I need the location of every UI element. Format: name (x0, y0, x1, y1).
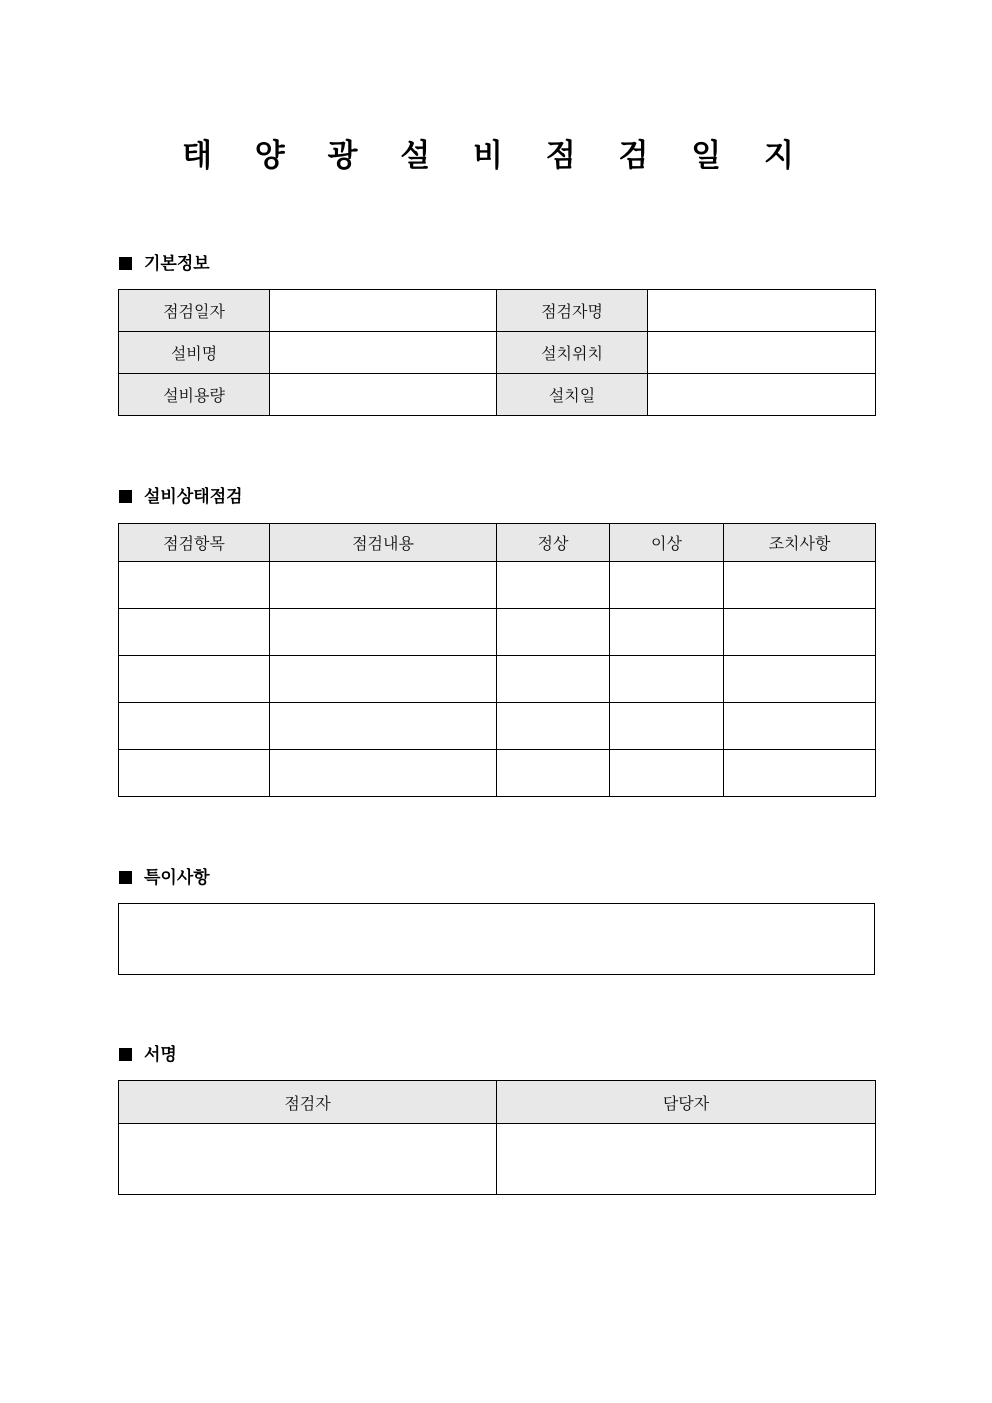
table-row (119, 290, 876, 332)
field-label: 설치위치 (497, 332, 648, 374)
install-location-field[interactable] (648, 332, 876, 374)
square-bullet-icon (119, 257, 132, 270)
inspection-date-field[interactable] (270, 290, 497, 332)
field-label: 점검일자 (119, 290, 270, 332)
table-cell[interactable] (497, 656, 610, 703)
field-label: 설비용량 (119, 374, 270, 416)
section-heading-label: 서명 (144, 1045, 177, 1065)
table-cell[interactable] (610, 609, 724, 656)
table-cell[interactable] (610, 703, 724, 750)
section-heading-status-check (119, 485, 243, 509)
table-cell[interactable] (724, 562, 876, 609)
column-header: 정상 (497, 524, 610, 562)
table-cell[interactable] (119, 562, 270, 609)
table-cell[interactable] (497, 750, 610, 797)
table-cell[interactable] (119, 703, 270, 750)
table-cell[interactable] (497, 562, 610, 609)
table-cell[interactable] (119, 750, 270, 797)
square-bullet-icon (119, 490, 132, 503)
inspector-name-field[interactable] (648, 290, 876, 332)
table-cell[interactable] (724, 609, 876, 656)
page-title: 태 양 광 설 비 점 검 일 지 (182, 138, 810, 174)
section-heading-basic-info (119, 252, 210, 276)
table-row (119, 562, 876, 609)
remarks-box[interactable] (118, 903, 875, 975)
field-label: 설비명 (119, 332, 270, 374)
table-row (119, 656, 876, 703)
square-bullet-icon (119, 871, 132, 884)
table-header-row (119, 524, 876, 562)
basic-info-table (118, 289, 876, 416)
table-cell[interactable] (724, 703, 876, 750)
table-cell[interactable] (270, 562, 497, 609)
status-check-table (118, 523, 876, 797)
section-heading-remarks (119, 866, 210, 890)
install-date-field[interactable] (648, 374, 876, 416)
section-heading-signature (119, 1043, 177, 1067)
column-header: 담당자 (497, 1081, 876, 1124)
table-row (119, 750, 876, 797)
section-heading-label: 특이사항 (144, 868, 210, 888)
table-cell[interactable] (270, 656, 497, 703)
column-header: 이상 (610, 524, 724, 562)
field-label: 설치일 (497, 374, 648, 416)
table-row (119, 332, 876, 374)
equipment-capacity-field[interactable] (270, 374, 497, 416)
table-row (119, 609, 876, 656)
manager-signature-field[interactable] (497, 1124, 876, 1195)
section-heading-label: 설비상태점검 (144, 487, 243, 507)
table-cell[interactable] (724, 656, 876, 703)
inspector-signature-field[interactable] (119, 1124, 497, 1195)
column-header: 조치사항 (724, 524, 876, 562)
section-heading-label: 기본정보 (144, 254, 210, 274)
table-cell[interactable] (610, 562, 724, 609)
equipment-name-field[interactable] (270, 332, 497, 374)
table-cell[interactable] (270, 750, 497, 797)
column-header: 점검자 (119, 1081, 497, 1124)
table-cell[interactable] (724, 750, 876, 797)
table-cell[interactable] (270, 609, 497, 656)
table-row (119, 374, 876, 416)
table-header-row (119, 1081, 876, 1124)
square-bullet-icon (119, 1048, 132, 1061)
column-header: 점검내용 (270, 524, 497, 562)
table-cell[interactable] (610, 656, 724, 703)
table-cell[interactable] (119, 609, 270, 656)
signature-table (118, 1080, 876, 1195)
column-header: 점검항목 (119, 524, 270, 562)
table-cell[interactable] (497, 703, 610, 750)
table-row (119, 703, 876, 750)
table-cell[interactable] (610, 750, 724, 797)
field-label: 점검자명 (497, 290, 648, 332)
table-row (119, 1124, 876, 1195)
table-cell[interactable] (270, 703, 497, 750)
table-cell[interactable] (497, 609, 610, 656)
table-cell[interactable] (119, 656, 270, 703)
